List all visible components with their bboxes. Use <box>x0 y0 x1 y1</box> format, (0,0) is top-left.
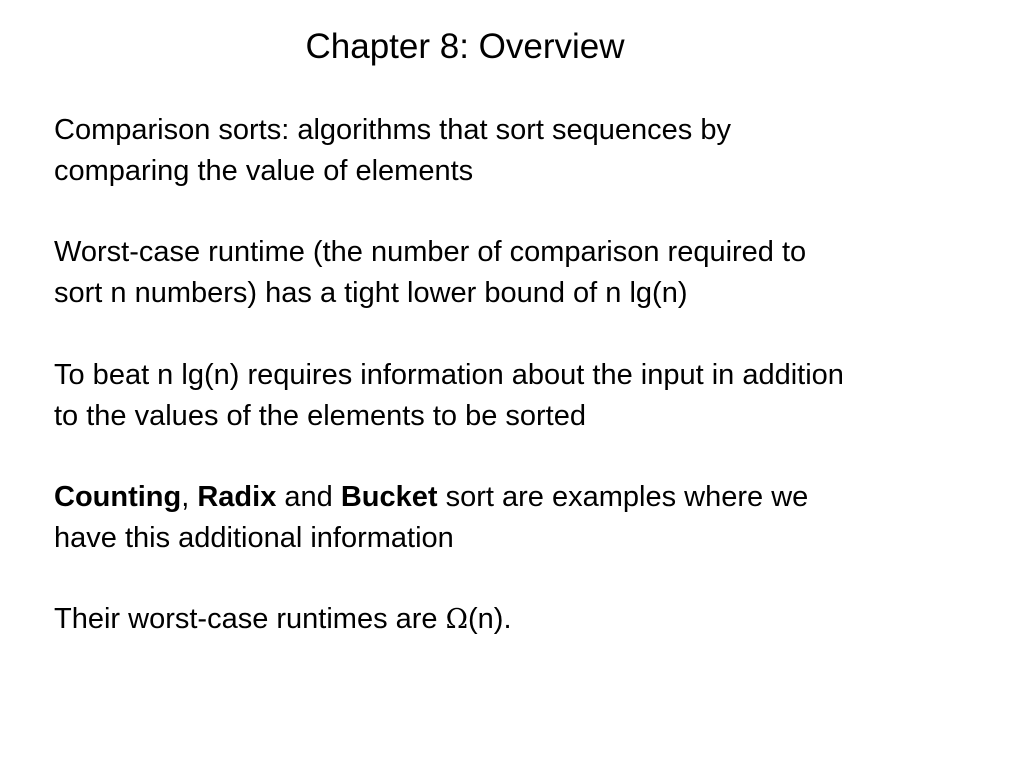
omega-symbol: Ω <box>445 604 469 635</box>
paragraph-line: Comparison sorts: algorithms that sort sequences by <box>54 114 731 146</box>
paragraph-beat-nlgn <box>54 355 1004 437</box>
term-radix: Radix <box>197 481 277 513</box>
paragraph-line: sort n numbers) has a tight lower bound of n lg(n) <box>54 277 688 309</box>
term-bucket: Bucket <box>340 481 438 513</box>
paragraph-line: to the values of the elements to be sorted <box>54 400 586 432</box>
paragraph-line: To beat n lg(n) requires information about the input in addition <box>54 359 844 391</box>
paragraph-line: comparing the value of elements <box>54 155 474 187</box>
sentence-text: Their worst-case runtimes are <box>54 603 446 635</box>
sentence-text: (n). <box>468 603 512 635</box>
paragraph-line <box>54 599 1004 640</box>
term-counting: Counting <box>54 481 182 513</box>
sentence-text: sort are examples where we <box>437 481 809 513</box>
paragraph-sort-examples <box>54 477 1004 559</box>
slide-title: Chapter 8: Overview <box>305 27 625 66</box>
paragraph-line: Worst-case runtime (the number of comparison required to <box>54 236 807 268</box>
paragraph-line <box>54 477 1004 518</box>
separator-text: , <box>181 481 198 513</box>
paragraph-line: have this additional information <box>54 522 454 554</box>
paragraph-worst-case-runtime <box>54 232 1004 314</box>
separator-text: and <box>276 481 341 513</box>
paragraph-worst-case-omega <box>54 599 1004 640</box>
paragraph-comparison-sorts <box>54 110 1004 192</box>
